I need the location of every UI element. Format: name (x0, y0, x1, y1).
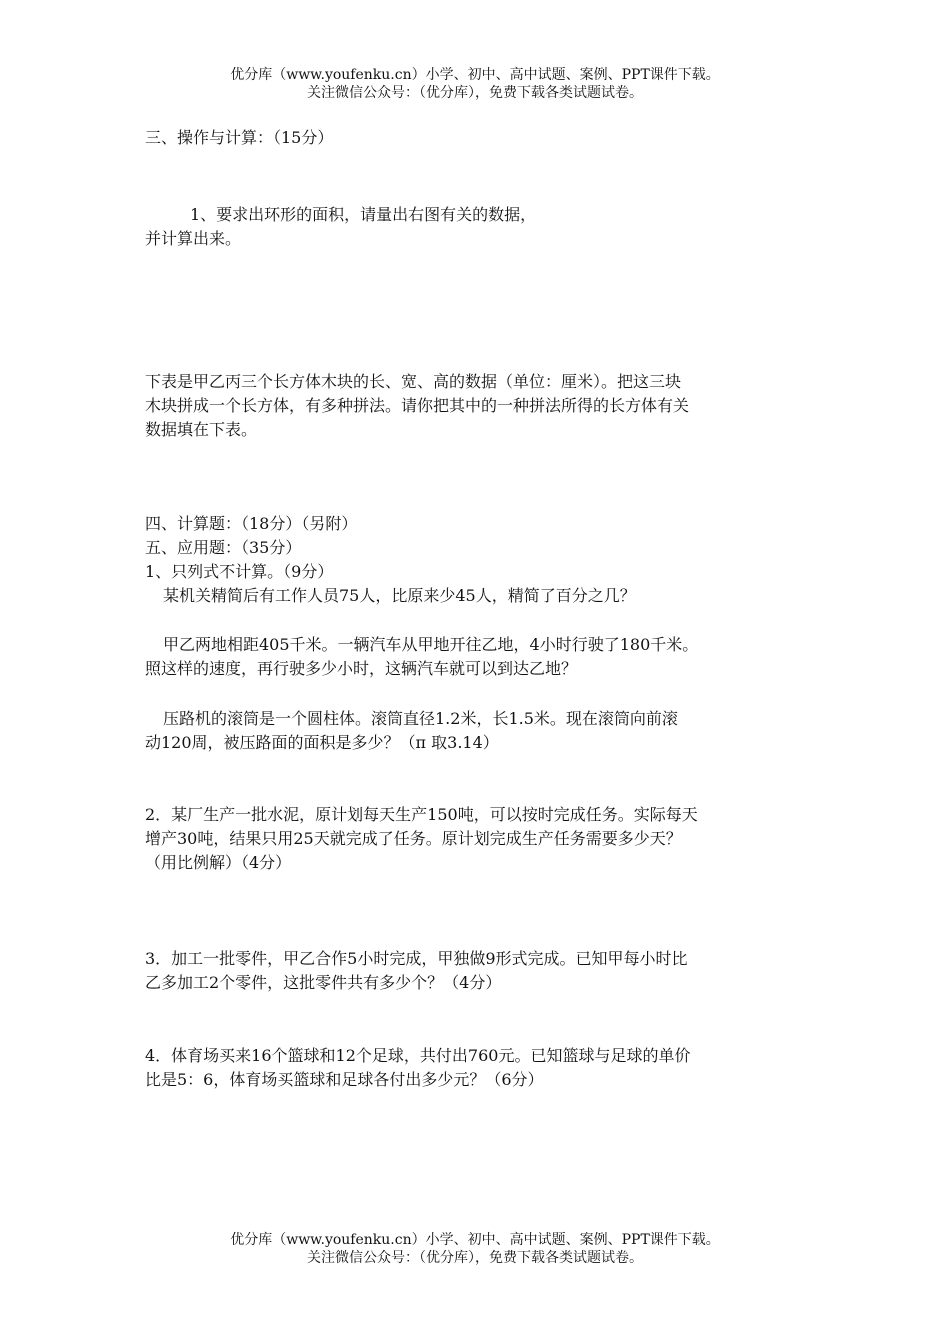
s3-q2-line-3: 数据填在下表。 (145, 420, 258, 439)
problem-1c-line-1: 压路机的滚筒是一个圆柱体。滚筒直径1.2米，长1.5米。现在滚筒向前滚 (163, 709, 678, 728)
problem-3-line-1: 3．加工一批零件，甲乙合作5小时完成，甲独做9形式完成。已知甲每小时比 (145, 949, 688, 968)
s3-q1-line-1: 1、要求出环形的面积，请量出右图有关的数据， (190, 205, 537, 224)
section-5-title: 五、应用题：（35分） (145, 538, 302, 557)
header-line-1: 优分库（www.youfenku.cn）小学、初中、高中试题、案例、PPT课件下载。 (230, 67, 720, 83)
problem-1b-line-1: 甲乙两地相距405千米。一辆汽车从甲地开往乙地，4小时行驶了180千米。 (163, 635, 699, 654)
problem-4-line-1: 4．体育场买来16个篮球和12个足球，共付出760元。已知篮球与足球的单价 (145, 1046, 691, 1065)
problem-1b-line-2: 照这样的速度，再行驶多少小时，这辆汽车就可以到达乙地？ (145, 659, 578, 678)
problem-1c-line-2: 动120周，被压路面的面积是多少？（π 取3.14） (145, 733, 499, 752)
problem-1-title: 1、只列式不计算。（9分） (145, 562, 334, 581)
s3-q2-line-1: 下表是甲乙丙三个长方体木块的长、宽、高的数据（单位：厘米）。把这三块 (145, 372, 682, 391)
s3-q2-line-2: 木块拼成一个长方体，有多种拼法。请你把其中的一种拼法所得的长方体有关 (145, 396, 690, 415)
problem-2-line-2: 增产30吨，结果只用25天就完成了任务。原计划完成生产任务需要多少天？ (145, 829, 682, 848)
problem-3-line-2: 乙多加工2个零件，这批零件共有多少个？（4分） (145, 973, 502, 992)
problem-2-line-1: 2．某厂生产一批水泥，原计划每天生产150吨，可以按时完成任务。实际每天 (145, 805, 698, 824)
problem-1a: 某机关精简后有工作人员75人，比原来少45人，精简了百分之几？ (163, 586, 636, 605)
footer-line-1: 优分库（www.youfenku.cn）小学、初中、高中试题、案例、PPT课件下载。 (230, 1232, 720, 1248)
footer-line-2: 关注微信公众号：（优分库），免费下载各类试题试卷。 (307, 1250, 643, 1266)
section-3-title: 三、操作与计算：（15分） (145, 128, 334, 147)
problem-4-line-2: 比是5：6，体育场买篮球和足球各付出多少元？（6分） (145, 1070, 544, 1089)
header-line-2: 关注微信公众号：（优分库），免费下载各类试题试卷。 (307, 85, 643, 101)
page-header (0, 66, 950, 102)
page-footer (0, 1231, 950, 1267)
section-4-title: 四、计算题：（18分）（另附） (145, 514, 358, 533)
problem-2-line-3: （用比例解）（4分） (145, 853, 292, 872)
s3-q1-line-2: 并计算出来。 (145, 229, 242, 248)
